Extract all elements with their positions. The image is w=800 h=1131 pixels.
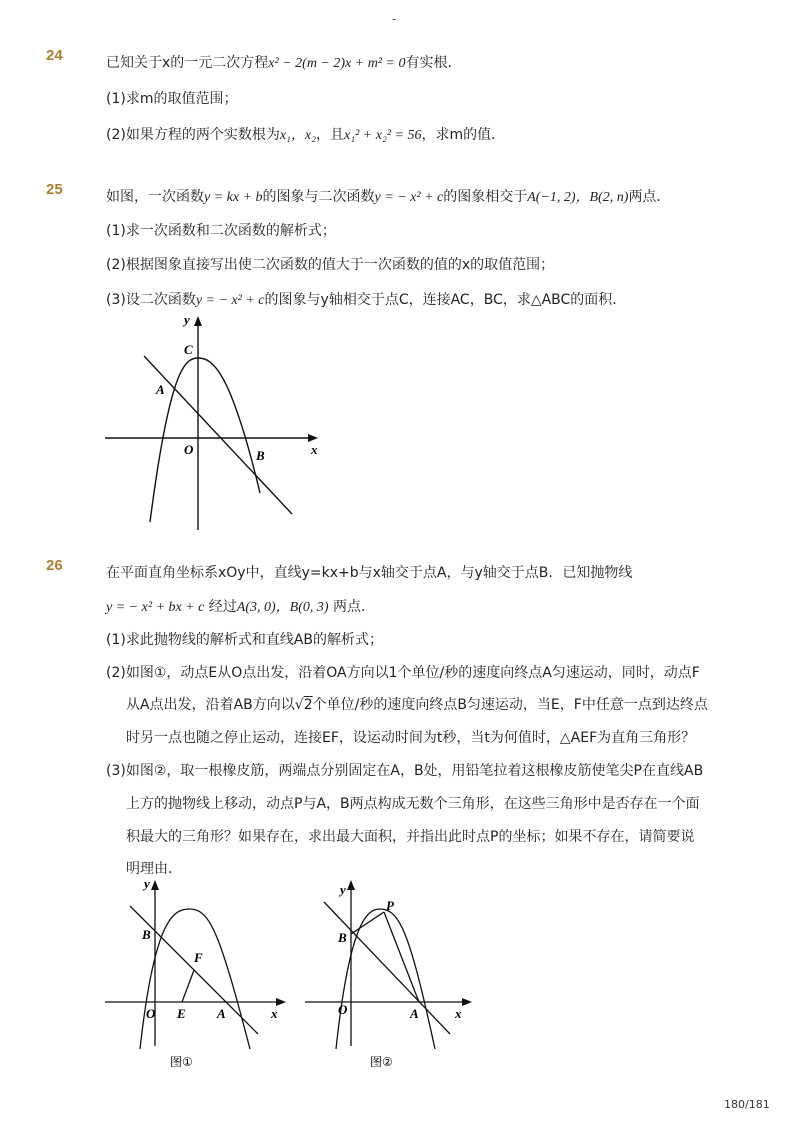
label-F: F xyxy=(194,950,203,965)
q26-part-2-cont-2: 时另一点也随之停止运动，连接EF，设运动时间为t秒，当t为何值时，△AEF为直角三角形？ xyxy=(126,730,696,746)
label-y: y xyxy=(184,312,190,327)
q25-quadratic-function: y = − x² + c xyxy=(195,293,265,308)
label-B: B xyxy=(338,930,347,945)
q26-points: A(3, 0)，B(0, 3) xyxy=(236,600,329,615)
label-y: y xyxy=(340,882,346,897)
x-axis-arrow xyxy=(276,998,286,1006)
label-O: O xyxy=(184,442,194,457)
y-axis-arrow xyxy=(151,880,159,890)
label-x: x xyxy=(271,1006,278,1021)
q26-text: 两点． xyxy=(328,599,376,615)
q25-figure xyxy=(100,308,330,542)
question-number-25: 25 xyxy=(46,181,63,198)
q25-part-1: (1)求一次函数和二次函数的解析式； xyxy=(106,223,336,239)
q25-points: A(−1, 2)，B(2, n) xyxy=(527,190,629,205)
q26-text: 个单位/秒的速度向终点B匀速运动，当E，F中任意一点到达终点 xyxy=(312,697,708,713)
q25-text: 的图象相交于 xyxy=(443,189,528,205)
sqrt-sign: √ xyxy=(294,697,304,713)
figure-2-caption: 图② xyxy=(370,1055,393,1069)
label-x: x xyxy=(455,1006,462,1021)
label-B: B xyxy=(142,927,151,942)
page-number: 180/181 xyxy=(724,1098,770,1111)
q25-text: 的图象与y轴相交于点C，连接AC，BC，求△ABC的面积． xyxy=(264,292,627,308)
label-O: O xyxy=(146,1006,156,1021)
question-number-26: 26 xyxy=(46,557,63,574)
q24-text: ，求m的值． xyxy=(421,127,506,143)
q24-equation: x² − 2(m − 2)x + m² = 0 xyxy=(268,56,406,71)
y-axis-arrow xyxy=(194,316,202,326)
x-axis-arrow xyxy=(462,998,472,1006)
q26-text: 经过 xyxy=(204,599,237,615)
q25-text: 的图象与二次函数 xyxy=(262,189,375,205)
q26-part-3: (3)如图②，取一根橡皮筋，两端点分别固定在A，B处，用铅笔拉着这根橡皮筋使笔尖P在直线AB xyxy=(106,763,704,779)
label-P: P xyxy=(386,898,394,913)
q25-part-2: (2)根据图象直接写出使二次函数的值大于一次函数的值的x的取值范围； xyxy=(106,257,555,273)
label-E: E xyxy=(177,1006,186,1021)
label-A: A xyxy=(217,1006,226,1021)
linear-line xyxy=(144,356,292,514)
q26-part-3-cont-3: 明理由． xyxy=(126,861,182,877)
q26-sqrt-value: 2 xyxy=(303,697,313,713)
q26-part-3-cont: 上方的抛物线上移动，动点P与A，B两点构成无数个三角形，在这些三角形中是否存在一个面 xyxy=(126,796,700,812)
figure-1-caption: 图① xyxy=(170,1055,193,1069)
q26-part-1: (1)求此抛物线的解析式和直线AB的解析式； xyxy=(106,632,384,648)
q25-text: 如图，一次函数 xyxy=(106,189,204,205)
q24-text: (2)如果方程的两个实数根为 xyxy=(106,127,280,143)
q24-part-2 xyxy=(106,124,505,144)
q24-roots: x₁，x₂ xyxy=(279,128,317,143)
parabola xyxy=(140,909,250,1049)
q26-part-2: (2)如图①，动点E从O点出发，沿着OA方向以1个单位/秒的速度向终点A匀速运动，同时，动点F xyxy=(106,665,700,681)
x-axis-arrow xyxy=(308,434,318,442)
q26-figure-2 xyxy=(300,874,490,1078)
q26-part-3-cont-2: 积最大的三角形？如果存在，求出最大面积，并指出此时点P的坐标；如果不存在，请简要说 xyxy=(126,829,695,845)
label-C: C xyxy=(184,342,193,357)
q24-text: 已知关于x的一元二次方程 xyxy=(106,55,269,71)
q24-text: 有实根． xyxy=(405,55,462,71)
q24-line-1 xyxy=(106,52,461,72)
q26-line-2 xyxy=(106,596,375,616)
parabola xyxy=(150,358,260,522)
q25-linear-function: y = kx + b xyxy=(204,190,263,205)
q24-text: ，且 xyxy=(316,127,345,143)
segment-EF xyxy=(182,970,194,1002)
label-A: A xyxy=(410,1006,419,1021)
q26-text: 从A点出发，沿着AB方向以 xyxy=(126,697,295,713)
q26-figure-1 xyxy=(100,874,290,1078)
q24-part-1: (1)求m的取值范围； xyxy=(106,91,238,107)
label-y: y xyxy=(144,876,150,891)
q25-text: (3)设二次函数 xyxy=(106,292,196,308)
q24-condition: x₁² + x₂² = 56 xyxy=(344,128,422,143)
label-x: x xyxy=(311,442,318,457)
q26-parabola-equation: y = − x² + bx + c xyxy=(106,600,205,615)
label-A: A xyxy=(156,382,165,397)
label-O: O xyxy=(338,1002,348,1017)
q26-part-2-cont xyxy=(126,694,708,714)
q26-line-1: 在平面直角坐标系xOy中，直线y=kx+b与x轴交于点A，与y轴交于点B．已知抛物线 xyxy=(106,565,633,581)
header-dash: - xyxy=(392,12,397,26)
question-number-24: 24 xyxy=(46,47,63,64)
y-axis-arrow xyxy=(347,880,355,890)
q25-part-3 xyxy=(106,289,626,309)
q25-text: 两点． xyxy=(628,189,671,205)
label-B: B xyxy=(256,448,265,463)
q25-line-1 xyxy=(106,186,670,206)
q25-quadratic-function: y = − x² + c xyxy=(374,190,444,205)
